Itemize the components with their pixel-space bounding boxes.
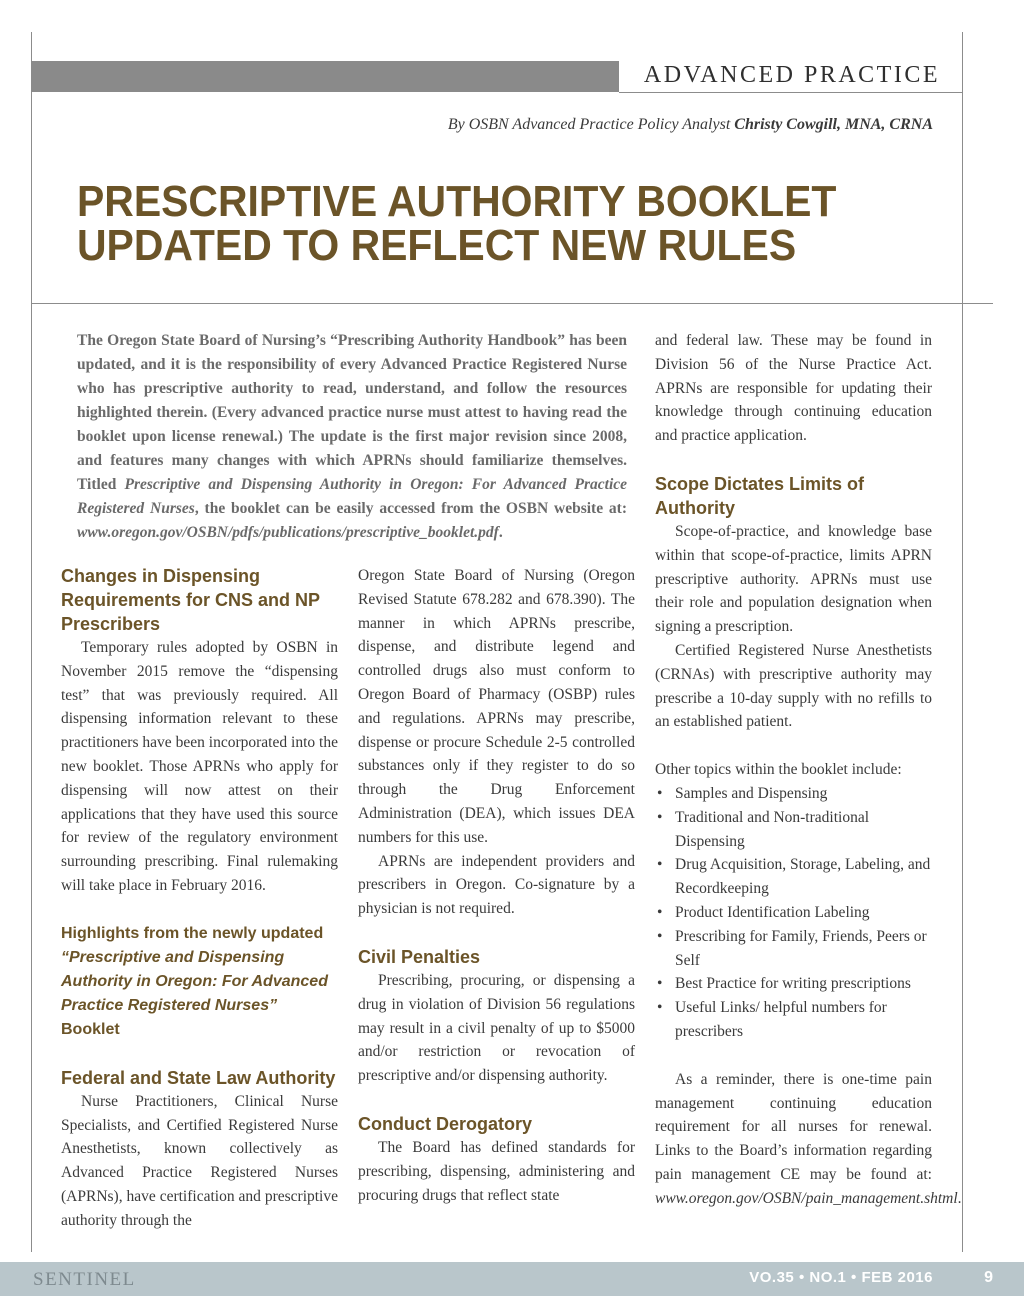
issue-info: VO.35 • NO.1 • FEB 2016 — [749, 1269, 933, 1286]
right-margin-rule — [962, 32, 963, 1252]
footer-bar — [0, 1262, 1024, 1296]
page-title — [77, 177, 895, 270]
paragraph-independent: APRNs are independent providers and prescribers in Oregon. Co-signature by a physician is not required. — [358, 852, 635, 918]
intro-paragraph — [77, 329, 627, 545]
paragraph-conduct-cont: and federal law. These may be found in Division 56 of the Nurse Practice Act. APRNs are responsible for updating their knowledge through continuing education and practice application. — [655, 332, 932, 445]
intro-url: www.oregon.gov/OSBN/pdfs/publications/prescriptive_booklet.pdf — [77, 524, 499, 541]
title-line-1: PRESCRIPTIVE AUTHORITY BOOKLET — [77, 177, 837, 226]
list-item: • Drug Acquisition, Storage, Labeling, and Recordkeeping — [655, 853, 932, 901]
intro-text: The Oregon State Board of Nursing’s “Prescribing Authority Handbook” has been updated, and it is the responsibility of every Advanced Practice Registered Nurse who has prescriptive authority to read, understand, and follow the resources highlighted therein. (Every advanced practice nurse must attest to having read the booklet upon license renewal.) The update is the first major revision since 2008, and features many changes with which APRNs should familiarize themselves. Titled — [77, 332, 627, 493]
paragraph-scope: Scope-of-practice, and knowledge base within that scope-of-practice, limits APRN prescriptive authority. APRNs must use their role and population designation when signing a prescription. — [655, 522, 932, 636]
page-number: 9 — [984, 1269, 993, 1286]
paragraph-dispensing: Temporary rules adopted by OSBN in November 2015 remove the “dispensing test” that was previously required. All dispensing information relevant to these practitioners have been incorporated into the new booklet. Those APRNs who apply for dispensing will now attest on their applications that they have used this source for review of the regulatory environment surrounding prescribing. Final rulemaking will take place in February 2016. — [61, 639, 338, 894]
paragraph-crna: Certified Registered Nurse Anesthetists (CRNAs) with prescriptive authority may prescribe a 10-day supply with no refills to an established patient. — [655, 641, 932, 731]
heading-civil-penalties: Civil Penalties — [358, 946, 481, 967]
reminder-end: . — [957, 1189, 962, 1207]
byline — [448, 116, 933, 134]
byline-prefix: By OSBN Advanced Practice Policy Analyst — [447, 116, 731, 133]
heading-federal: Federal and State Law Authority — [61, 1067, 336, 1088]
section-label: ADVANCED PRACTICE — [643, 62, 940, 88]
topics-intro: Other topics within the booklet include: — [655, 761, 902, 779]
list-item: • Useful Links/ helpful numbers for prescribers — [655, 996, 932, 1044]
highlights-prefix: Highlights from the newly updated — [61, 924, 324, 942]
list-item: • Samples and Dispensing — [655, 782, 932, 806]
reminder-text: As a reminder, there is one-time pain management continuing education requirement for all nurses for renewal. Links to the Board’s information regarding pain management CE may be found at: — [655, 1070, 932, 1183]
list-item: • Product Identification Labeling — [655, 901, 932, 925]
paragraph-federal-cont: Oregon State Board of Nursing (Oregon Revised Statute 678.282 and 678.390). The manner in which APRNs prescribe, dispense, and distribute legend and controlled drugs also must conform to Oregon Board of Pharmacy (OSBP) rules and regulations. APRNs may prescribe, dispense or procure Schedule 2-5 controlled substances only if they register to do so through the Drug Enforcement Administration (DEA), which issues DEA numbers for this use. — [358, 567, 635, 846]
list-item: • Traditional and Non-traditional Dispensing — [655, 806, 932, 854]
title-rule — [31, 303, 993, 304]
list-item: • Prescribing for Family, Friends, Peers or Self — [655, 925, 932, 973]
paragraph-reminder — [655, 1068, 962, 1211]
heading-conduct: Conduct Derogatory — [358, 1113, 533, 1134]
title-line-2: UPDATED TO REFLECT NEW RULES — [77, 221, 797, 270]
highlights-title: “Prescriptive and Dispensing Authority in Oregon: For Advanced Practice Registered Nurses” — [61, 948, 328, 1014]
left-margin-rule — [31, 32, 32, 1252]
intro-text-2: , the booklet can be easily accessed from the OSBN website at: — [194, 500, 628, 517]
paragraph-conduct: The Board has defined standards for prescribing, dispensing, administering and procuring drugs that reflect state — [358, 1138, 635, 1204]
byline-author: Christy Cowgill, MNA, CRNA — [734, 116, 933, 133]
column-2 — [358, 564, 635, 1207]
column-3 — [655, 329, 962, 1211]
header-rule — [619, 92, 962, 93]
heading-dispensing: Changes in Dispensing Requirements for CNS and NP Prescribers — [61, 566, 320, 634]
column-1 — [61, 564, 338, 1233]
publication-name: SENTINEL — [33, 1269, 136, 1290]
paragraph-federal: Nurse Practitioners, Clinical Nurse Specialists, and Certified Registered Nurse Anesthetists, known collectively as Advanced Practice Registered Nurses (APRNs), have certification and prescriptive authority through the — [61, 1092, 338, 1229]
heading-scope: Scope Dictates Limits of Authority — [655, 473, 865, 518]
highlights-suffix: Booklet — [61, 1020, 120, 1038]
paragraph-civil-penalties: Prescribing, procuring, or dispensing a drug in violation of Division 56 regulations may result in a civil penalty of up to $5000 and/or restriction or revocation of prescriptive and/or dispensing authority. — [358, 971, 635, 1085]
intro-end: . — [498, 524, 503, 541]
intro-booklet-title: Prescriptive and Dispensing Authority in Oregon: For Advanced Practice Registered Nurses — [77, 476, 628, 517]
header-bar — [31, 61, 619, 92]
topics-list — [655, 782, 932, 1044]
reminder-url: www.oregon.gov/OSBN/pain_management.shtml — [655, 1189, 958, 1207]
list-item: • Best Practice for writing prescriptions — [655, 972, 932, 996]
heading-highlights — [61, 922, 338, 1042]
